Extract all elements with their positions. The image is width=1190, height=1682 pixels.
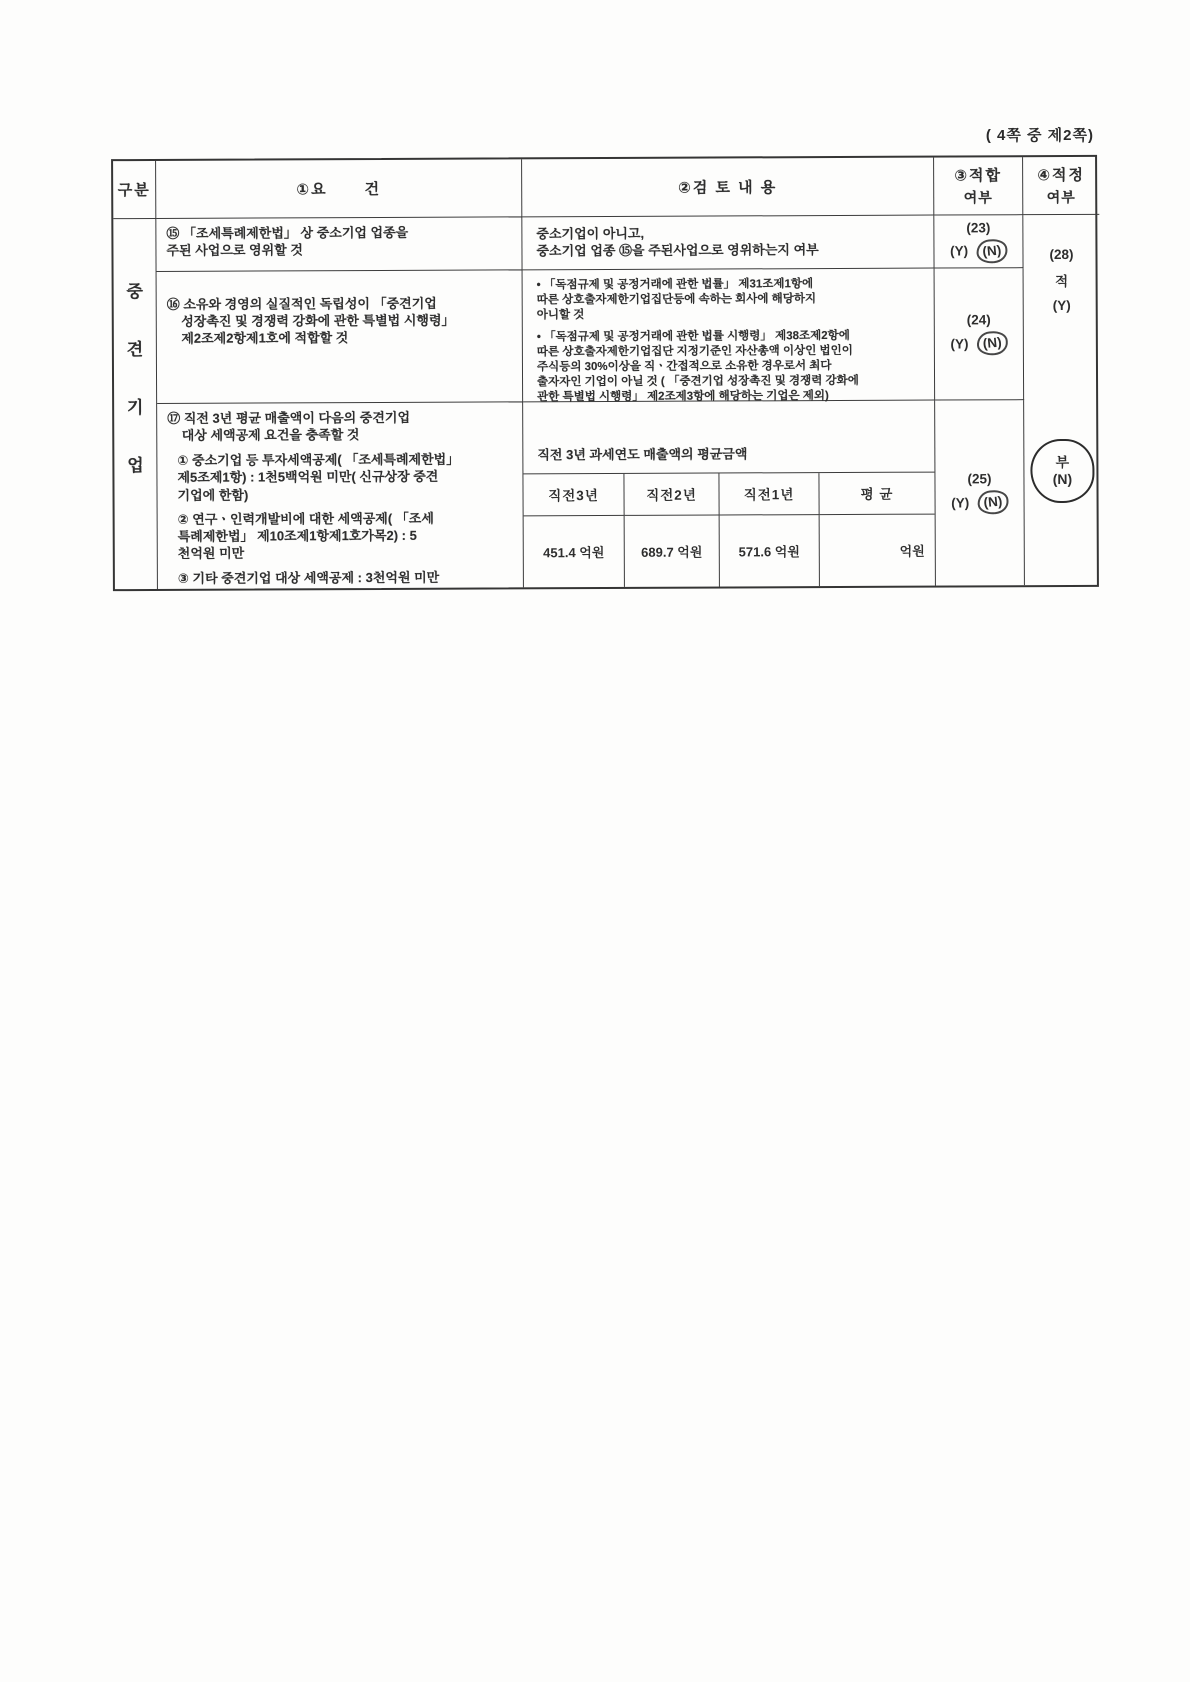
col-header-adequacy xyxy=(1023,157,1099,215)
col-header-category-label: 구분 xyxy=(117,181,151,200)
row1-fit-no-circled-mark: (N) xyxy=(975,237,1008,264)
category-char-3: 기 xyxy=(126,398,144,418)
adequacy-code: (28) xyxy=(1049,246,1074,263)
sales-header-prev3: 직전3년 xyxy=(523,473,624,515)
row2-review-bullet2: • 「독점규제 및 공정거래에 관한 법률 시행령」 제38조제2항에 따른 상호출자제한기업집단 지정기준인 자산총액 이상인 법인이 주식등의 30%이상을 직ㆍ간접적으로 소유한 경우로서 최다 출자자인 기업이 아닐 것 ( 「중견기업 성장촉진 및 경쟁력 강화에 관한 특별법 시행령」 제2조제3항에 해당하는 기업은 제외) xyxy=(536,329,859,403)
page-number-note: ( 4쪽 중 제2쪽) xyxy=(985,127,1094,144)
category-char-2: 견 xyxy=(126,340,144,360)
adequacy-cell xyxy=(1023,215,1101,585)
row1-requirement-cell xyxy=(156,217,522,272)
col-header-requirement-label: ①요 건 xyxy=(296,180,382,199)
col-header-adequacy-line2: 여부 xyxy=(1046,188,1076,206)
sales-value-average: 억원 xyxy=(899,543,925,559)
row3-review-cell xyxy=(523,401,936,588)
col-header-requirement xyxy=(156,159,522,219)
category-char-1: 중 xyxy=(126,282,143,302)
adequacy-stamp-circle xyxy=(1030,439,1094,503)
sales-value-prev1: 571.6 억원 xyxy=(720,515,820,587)
row3-fit-code: (25) xyxy=(967,471,992,487)
row3-fit-marks xyxy=(951,490,1008,514)
col-header-review xyxy=(522,158,934,218)
adequacy-stamp-line2: (N) xyxy=(1052,470,1073,488)
row2-review-bullet1: • 「독점규제 및 공정거래에 관한 법률」 제31조제1항에 따른 상호출자제한기업집단등에 속하는 회사에 해당하지 아니할 것 xyxy=(536,278,817,322)
category-cell-midsize-company xyxy=(113,219,158,589)
col-header-fit-line2: 여부 xyxy=(963,189,993,206)
sales-header-prev1: 직전1년 xyxy=(719,473,819,515)
row3-requirement-item1: ① 중소기업 등 투자세액공제( 「조세특례제한법」 제5조제1항) : 1천5백억원 미만( 신규상장 중견 기업에 한함) xyxy=(177,451,460,503)
adequacy-result: 적 xyxy=(1055,273,1069,290)
row2-fit-cell xyxy=(935,268,1025,400)
row3-requirement-item2: ② 연구ㆍ인력개발비에 대한 세액공제( 「조세 특례제한법」 제10조제1항제1호가목2) : 5 천억원 미만 xyxy=(177,510,434,561)
row3-requirement-title: ⑰ 직전 3년 평균 매출액이 다음의 중견기업 대상 세액공제 요건을 충족할 것 xyxy=(167,409,411,444)
row1-review-cell xyxy=(522,216,934,271)
col-header-review-label: ②검 토 내 용 xyxy=(678,179,778,197)
row3-fit-no-circled-mark: (N) xyxy=(976,489,1009,516)
sales-value-prev3: 451.4 억원 xyxy=(524,515,625,587)
col-header-fit xyxy=(934,157,1023,215)
adequacy-stamp-line1: 부 xyxy=(1055,453,1070,470)
row1-review-text: 중소기업이 아니고, 중소기업 업종 ⑮을 주된사업으로 영위하는지 여부 xyxy=(536,225,819,259)
row1-requirement-text: ⑮ 「조세특례제한법」 상 중소기업 업종을 주된 사업으로 영위할 것 xyxy=(166,224,409,259)
row1-fit-marks xyxy=(950,239,1007,263)
row3-requirement-item3: ③ 기타 중견기업 대상 세액공제 : 3천억원 미만 xyxy=(177,569,440,587)
midsize-company-criteria-table xyxy=(111,155,1099,591)
row2-fit-no-circled-mark: (N) xyxy=(975,330,1008,357)
row2-fit-marks xyxy=(950,331,1007,355)
col-header-category xyxy=(113,161,156,219)
row1-fit-code: (23) xyxy=(966,219,991,235)
row3-requirement-cell xyxy=(157,402,524,589)
row2-requirement-text: ⑯ 소유와 경영의 실질적인 독립성이 「중견기업 성장촉진 및 경쟁력 강화에 관한 특별법 시행령」 제2조제2항제1호에 적합할 것 xyxy=(166,295,455,347)
row2-review-cell xyxy=(523,269,936,403)
row3-fit-cell xyxy=(935,400,1025,585)
row1-fit-cell xyxy=(934,215,1023,268)
adequacy-mark: (Y) xyxy=(1052,297,1071,314)
row1-fit-yes: (Y) xyxy=(950,243,969,259)
row2-requirement-cell xyxy=(157,270,524,404)
col-header-adequacy-line1: ④적정 xyxy=(1037,166,1086,185)
sales-header-average: 평 균 xyxy=(819,472,934,515)
category-char-4: 업 xyxy=(127,456,144,476)
row2-fit-yes: (Y) xyxy=(950,335,969,351)
row2-fit-code: (24) xyxy=(966,312,991,328)
col-header-fit-line1: ③적합 xyxy=(954,167,1003,185)
row3-fit-yes: (Y) xyxy=(951,494,970,510)
sales-value-prev2: 689.7 억원 xyxy=(625,515,720,587)
sales-header-prev2: 직전2년 xyxy=(624,473,719,515)
sales-average-title: 직전 3년 과세연도 매출액의 평균금액 xyxy=(523,401,934,474)
